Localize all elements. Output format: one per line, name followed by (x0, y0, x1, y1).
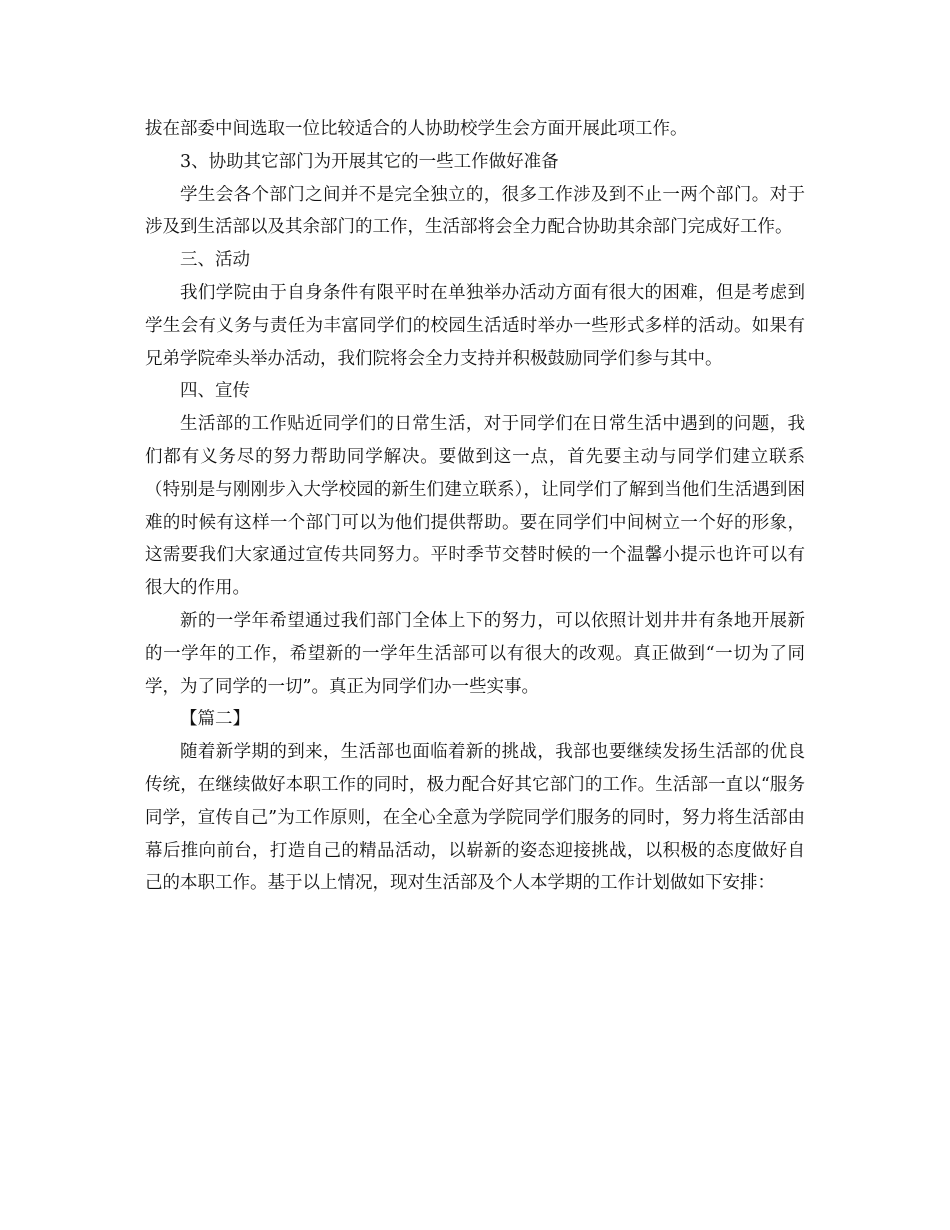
section-heading-publicity: 四、宣传 (180, 381, 250, 402)
section-heading-part-two: 【篇二】 (180, 709, 250, 730)
paragraph-new-semester: 随着新学期的到来，生活部也面临着新的挑战，我部也要继续发扬生活部的优良传统，在继续做好本职工作的同时，极力配合好其它部门的工作。生活部一直以“服务同学，宣传自己”为工作原则，在全心全意为学院同学们服务的同时，努力将生活部由幕后推向前台，打造自己的精品活动，以崭新的姿态迎接挑战，以积极的态度做好自己的本职工作。基于以上情况，现对生活部及个人本学期的工作计划做如下安排： (145, 742, 805, 894)
paragraph-activities: 我们学院由于自身条件有限平时在单独举办活动方面有很大的困难，但是考虑到学生会有义务与责任为丰富同学们的校园生活适时举办一些形式多样的活动。如果有兄弟学院牵头举办活动，我们院将会全力支持并积极鼓励同学们参与其中。 (145, 282, 805, 369)
section-heading-activities: 三、活动 (180, 250, 250, 271)
paragraph-departments-cooperation: 学生会各个部门之间并不是完全独立的，很多工作涉及到不止一两个部门。对于涉及到生活部以及其余部门的工作，生活部将会全力配合协助其余部门完成好工作。 (145, 184, 805, 238)
subheading-assist-other-departments: 3、协助其它部门为开展其它的一些工作做好准备 (180, 151, 559, 172)
paragraph-continuation: 拔在部委中间选取一位比较适合的人协助校学生会方面开展此项工作。 (145, 119, 688, 139)
paragraph-new-year-hopes: 新的一学年希望通过我们部门全体上下的努力，可以依照计划井井有条地开展新的一学年的工作，希望新的一学年生活部可以有很大的改观。真正做到“一切为了同学，为了同学的一切”。真正为同学们办一些实事。 (145, 610, 805, 697)
document-page (145, 113, 805, 900)
paragraph-publicity: 生活部的工作贴近同学们的日常生活，对于同学们在日常生活中遇到的问题，我们都有义务尽的努力帮助同学解决。要做到这一点，首先要主动与同学们建立联系（特别是与刚刚步入大学校园的新生们建立联系），让同学们了解到当他们生活遇到困难的时候有这样一个部门可以为他们提供帮助。要在同学们中间树立一个好的形象，这需要我们大家通过宣传共同努力。平时季节交替时候的一个温馨小提示也许可以有很大的作用。 (145, 414, 805, 599)
